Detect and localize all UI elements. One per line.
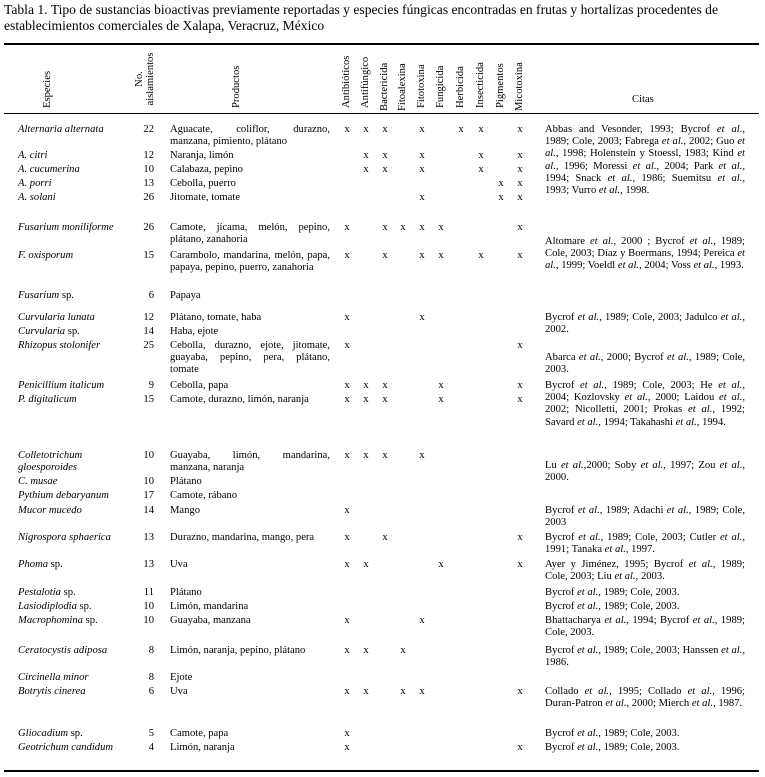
- activity-mark: x: [478, 124, 484, 135]
- activity-mark: x: [382, 164, 388, 175]
- isolate-count: 10: [143, 164, 154, 175]
- activity-mark: x: [344, 312, 350, 323]
- activity-mark: x: [344, 222, 350, 233]
- species-name: Fusarium moniliforme: [18, 222, 114, 233]
- citation-block: Lu et al.,2000; Soby et al., 1997; Zou et al., 2000.: [545, 460, 746, 484]
- citation-block: Bycrof et al., 1989; Cole, 2003; Jadulco et al., 2002.: [545, 312, 745, 336]
- activity-mark: x: [344, 450, 350, 461]
- activity-mark: x: [400, 645, 406, 656]
- activity-mark: x: [517, 222, 523, 233]
- species-name: Geotrichum candidum: [18, 742, 114, 753]
- header-activity-6: Herbicida: [455, 66, 466, 108]
- products-cell: Calabaza, pepino: [170, 164, 243, 175]
- products-cell: Ejote: [170, 672, 193, 683]
- activity-mark: x: [419, 312, 425, 323]
- isolate-count: 6: [148, 686, 154, 697]
- activity-mark: x: [517, 164, 523, 175]
- products-cell: Plátano, tomate, haba: [170, 312, 262, 323]
- activity-mark: x: [344, 728, 350, 739]
- header-activity-3: Fitoalexina: [397, 63, 408, 111]
- products-cell: Uva: [170, 686, 188, 697]
- activity-mark: x: [419, 124, 425, 135]
- isolate-count: 15: [143, 250, 154, 261]
- isolate-count: 12: [143, 312, 154, 323]
- activity-mark: x: [438, 559, 444, 570]
- isolate-count: 10: [143, 615, 154, 626]
- species-name: Macrophomina sp.: [18, 615, 98, 626]
- species-name: Fusarium sp.: [18, 290, 74, 301]
- activity-mark: x: [344, 686, 350, 697]
- header-activity-1: Antifúngico: [360, 56, 371, 108]
- activity-mark: x: [419, 192, 425, 203]
- activity-mark: x: [344, 532, 350, 543]
- activity-mark: x: [419, 164, 425, 175]
- header-activity-2: Bactericida: [379, 62, 390, 111]
- products-cell: Haba, ejote: [170, 326, 219, 337]
- header-activity-9: Micotoxina: [514, 62, 525, 111]
- species-name: Colletotrichum gloesporoides: [18, 450, 83, 474]
- activity-mark: x: [517, 178, 523, 189]
- activity-mark: x: [438, 394, 444, 405]
- activity-mark: x: [382, 394, 388, 405]
- isolate-count: 10: [143, 450, 154, 461]
- isolate-count: 22: [143, 124, 154, 135]
- activity-mark: x: [419, 450, 425, 461]
- species-name: Phoma sp.: [18, 559, 63, 570]
- activity-mark: x: [517, 742, 523, 753]
- products-cell: Guayaba, limón, mandarina, manzana, naranja: [170, 450, 330, 474]
- species-name: Penicillium italicum: [18, 380, 105, 391]
- isolate-count: 10: [143, 476, 154, 487]
- isolate-count: 14: [143, 326, 154, 337]
- isolate-count: 11: [143, 587, 154, 598]
- citation-block: Collado et al., 1995; Collado et al., 1996; Duran-Patron et al., 2000; Mierch et al., 1987.: [545, 686, 746, 710]
- activity-mark: x: [478, 164, 484, 175]
- isolate-count: 12: [143, 150, 154, 161]
- activity-mark: x: [344, 340, 350, 351]
- species-name: Botrytis cinerea: [18, 686, 86, 697]
- citation-block: Altomare et al., 2000 ; Bycrof et al., 1989; Cole, 2003; Díaz y Boermans, 1994; Pereica et al., 1999; Voeldl et al., 2004; Voss et al., 1993.: [545, 236, 746, 272]
- activity-mark: x: [344, 559, 350, 570]
- activity-mark: x: [363, 164, 369, 175]
- species-name: P. digitalicum: [18, 394, 77, 405]
- activity-mark: x: [478, 250, 484, 261]
- species-name: Nigrospora sphaerica: [18, 532, 111, 543]
- activity-mark: x: [517, 686, 523, 697]
- table-caption: Tabla 1. Tipo de sustancias bioactivas previamente reportadas y especies fúngicas encontradas en frutas y hortalizas procedentes de establecimientos comerciales de Xalapa, Veracruz, México: [4, 2, 718, 33]
- activity-mark: x: [419, 150, 425, 161]
- products-cell: Limón, naranja: [170, 742, 235, 753]
- isolate-count: 14: [143, 505, 154, 516]
- top-rule: [4, 43, 759, 45]
- products-cell: Plátano: [170, 587, 202, 598]
- activity-mark: x: [363, 124, 369, 135]
- activity-mark: x: [498, 178, 504, 189]
- activity-mark: x: [344, 250, 350, 261]
- products-cell: Uva: [170, 559, 188, 570]
- species-name: A. citri: [18, 150, 48, 161]
- products-cell: Cebolla, puerro: [170, 178, 236, 189]
- isolate-count: 9: [148, 380, 154, 391]
- products-cell: Durazno, mandarina, mango, pera: [170, 532, 315, 543]
- activity-mark: x: [498, 192, 504, 203]
- header-activity-8: Pigmentos: [495, 63, 506, 108]
- header-activity-7: Insecticida: [475, 62, 486, 108]
- products-cell: Cebolla, durazno, ejote, jitomate, guayaba, pepino, pera, plátano, tomate: [170, 340, 330, 376]
- activity-mark: x: [517, 394, 523, 405]
- activity-mark: x: [382, 150, 388, 161]
- activity-mark: x: [478, 150, 484, 161]
- activity-mark: x: [517, 150, 523, 161]
- citation-block: Abbas and Vesonder, 1993; Bycrof et al., 1989; Cole, 2003; Fabrega et al., 2002; Guo et al., 1998; Holenstein y Stoessl, 1983; Kind et al., 1996; Moressi et al., 2004; Park et al., 1994; Snack et al., 1986; Suemitsu et al., 1993; Vurro et al., 1998.: [545, 124, 746, 197]
- header-no-aislamientos: No. aislamientos: [134, 52, 156, 106]
- activity-mark: x: [400, 686, 406, 697]
- species-name: Circinella minor: [18, 672, 89, 683]
- activity-mark: x: [382, 222, 388, 233]
- species-name: Curvularia lunata: [18, 312, 95, 323]
- isolate-count: 25: [143, 340, 154, 351]
- species-name: Gliocadium sp.: [18, 728, 83, 739]
- activity-mark: x: [438, 250, 444, 261]
- citation-block: Bycrof et al., 1989; Cole, 2003; Cutler et al., 1991; Tanaka et al., 1997.: [545, 532, 745, 556]
- products-cell: Limón, mandarina: [170, 601, 249, 612]
- header-citas: Citas: [632, 94, 654, 105]
- activity-mark: x: [363, 380, 369, 391]
- citation-block: Bycrof et al., 1989; Cole, 2003.: [545, 587, 680, 598]
- activity-mark: x: [382, 532, 388, 543]
- citation-block: Bycrof et al., 1989; Cole, 2003; Hanssen et al., 1986.: [545, 645, 746, 669]
- isolate-count: 26: [143, 192, 154, 203]
- header-rule: [4, 113, 759, 114]
- products-cell: Camote, papa: [170, 728, 229, 739]
- isolate-count: 26: [143, 222, 154, 233]
- species-name: Curvularia sp.: [18, 326, 80, 337]
- header-productos: Productos: [231, 65, 242, 108]
- products-cell: Guayaba, manzana: [170, 615, 251, 626]
- activity-mark: x: [517, 559, 523, 570]
- activity-mark: x: [419, 686, 425, 697]
- activity-mark: x: [382, 124, 388, 135]
- activity-mark: x: [344, 505, 350, 516]
- activity-mark: x: [419, 222, 425, 233]
- species-name: C. musae: [18, 476, 58, 487]
- products-cell: Mango: [170, 505, 201, 516]
- activity-mark: x: [438, 222, 444, 233]
- header-especies: Especies: [42, 70, 53, 108]
- activity-mark: x: [400, 222, 406, 233]
- citation-block: Ayer y Jiménez, 1995; Bycrof et al., 1989; Cole, 2003; Liu et al., 2003.: [545, 559, 745, 583]
- species-name: Ceratocystis adiposa: [18, 645, 108, 656]
- isolate-count: 17: [143, 490, 154, 501]
- products-cell: Plátano: [170, 476, 202, 487]
- activity-mark: x: [458, 124, 464, 135]
- products-cell: Camote, rábano: [170, 490, 238, 501]
- activity-mark: x: [363, 150, 369, 161]
- products-cell: Aguacate, coliflor, durazno, manzana, pimiento, plátano: [170, 124, 330, 148]
- activity-mark: x: [382, 450, 388, 461]
- activity-mark: x: [344, 615, 350, 626]
- header-activity-4: Fitotoxina: [416, 64, 427, 108]
- isolate-count: 8: [148, 672, 154, 683]
- citation-block: Bycrof et al., 1989; Cole, 2003.: [545, 742, 680, 753]
- species-name: A. porri: [18, 178, 52, 189]
- activity-mark: x: [419, 250, 425, 261]
- species-name: Alternaria alternata: [18, 124, 104, 135]
- isolate-count: 5: [148, 728, 154, 739]
- isolate-count: 8: [148, 645, 154, 656]
- citation-block: Bhattacharya et al., 1994; Bycrof et al., 1989; Cole, 2003.: [545, 615, 745, 639]
- products-cell: Camote, durazno, limón, naranja: [170, 394, 309, 405]
- products-cell: Jitomate, tomate: [170, 192, 241, 203]
- products-cell: Camote, jícama, melón, pepino, plátano, zanahoria: [170, 222, 330, 246]
- activity-mark: x: [344, 394, 350, 405]
- activity-mark: x: [517, 124, 523, 135]
- species-name: Lasiodiplodia sp.: [18, 601, 92, 612]
- activity-mark: x: [344, 742, 350, 753]
- activity-mark: x: [363, 686, 369, 697]
- products-cell: Cebolla, papa: [170, 380, 229, 391]
- activity-mark: x: [344, 124, 350, 135]
- activity-mark: x: [363, 559, 369, 570]
- products-cell: Limón, naranja, pepino, plátano: [170, 645, 306, 656]
- species-name: Mucor mucedo: [18, 505, 82, 516]
- activity-mark: x: [344, 645, 350, 656]
- activity-mark: x: [363, 450, 369, 461]
- activity-mark: x: [438, 380, 444, 391]
- isolate-count: 15: [143, 394, 154, 405]
- header-activity-0: Antibióticos: [341, 55, 352, 108]
- citation-block: Bycrof et al., 1989; Cole, 2003.: [545, 601, 680, 612]
- activity-mark: x: [382, 250, 388, 261]
- species-name: Pestalotia sp.: [18, 587, 76, 598]
- citation-block: Bycrof et al., 1989; Adachi et al., 1989; Cole, 2003: [545, 505, 746, 529]
- isolate-count: 6: [148, 290, 154, 301]
- species-name: Rhizopus stolonifer: [18, 340, 101, 351]
- activity-mark: x: [344, 380, 350, 391]
- citation-block: Abarca et al., 2000; Bycrof et al., 1989; Cole, 2003.: [545, 352, 745, 376]
- activity-mark: x: [419, 615, 425, 626]
- activity-mark: x: [363, 394, 369, 405]
- isolate-count: 10: [143, 601, 154, 612]
- header-activity-5: Fungicida: [435, 65, 446, 108]
- products-cell: Papaya: [170, 290, 201, 301]
- activity-mark: x: [363, 645, 369, 656]
- citation-block: Bycrof et al., 1989; Cole, 2003.: [545, 728, 680, 739]
- species-name: F. oxisporum: [18, 250, 74, 261]
- isolate-count: 13: [143, 178, 154, 189]
- activity-mark: x: [517, 532, 523, 543]
- products-cell: Naranja, limón: [170, 150, 234, 161]
- activity-mark: x: [517, 250, 523, 261]
- isolate-count: 13: [143, 532, 154, 543]
- isolate-count: 4: [148, 742, 154, 753]
- citation-block: Bycrof et al., 1989; Cole, 2003; He et al., 2004; Kozlovsky et al., 2000; Laidou et al., 2002; Nicolletti, 2001; Prokas et al., 1992; Savard et al., 1994; Takahashi et al., 1994.: [545, 380, 745, 428]
- activity-mark: x: [517, 340, 523, 351]
- products-cell: Carambolo, mandarina, melón, papa, papaya, pepino, puerro, zanahoria: [170, 250, 330, 274]
- activity-mark: x: [382, 380, 388, 391]
- activity-mark: x: [517, 380, 523, 391]
- species-name: Pythium debaryanum: [18, 490, 109, 501]
- species-name: A. solani: [18, 192, 56, 203]
- activity-mark: x: [517, 192, 523, 203]
- bottom-rule: [4, 770, 759, 772]
- isolate-count: 13: [143, 559, 154, 570]
- species-name: A. cucumerina: [18, 164, 80, 175]
